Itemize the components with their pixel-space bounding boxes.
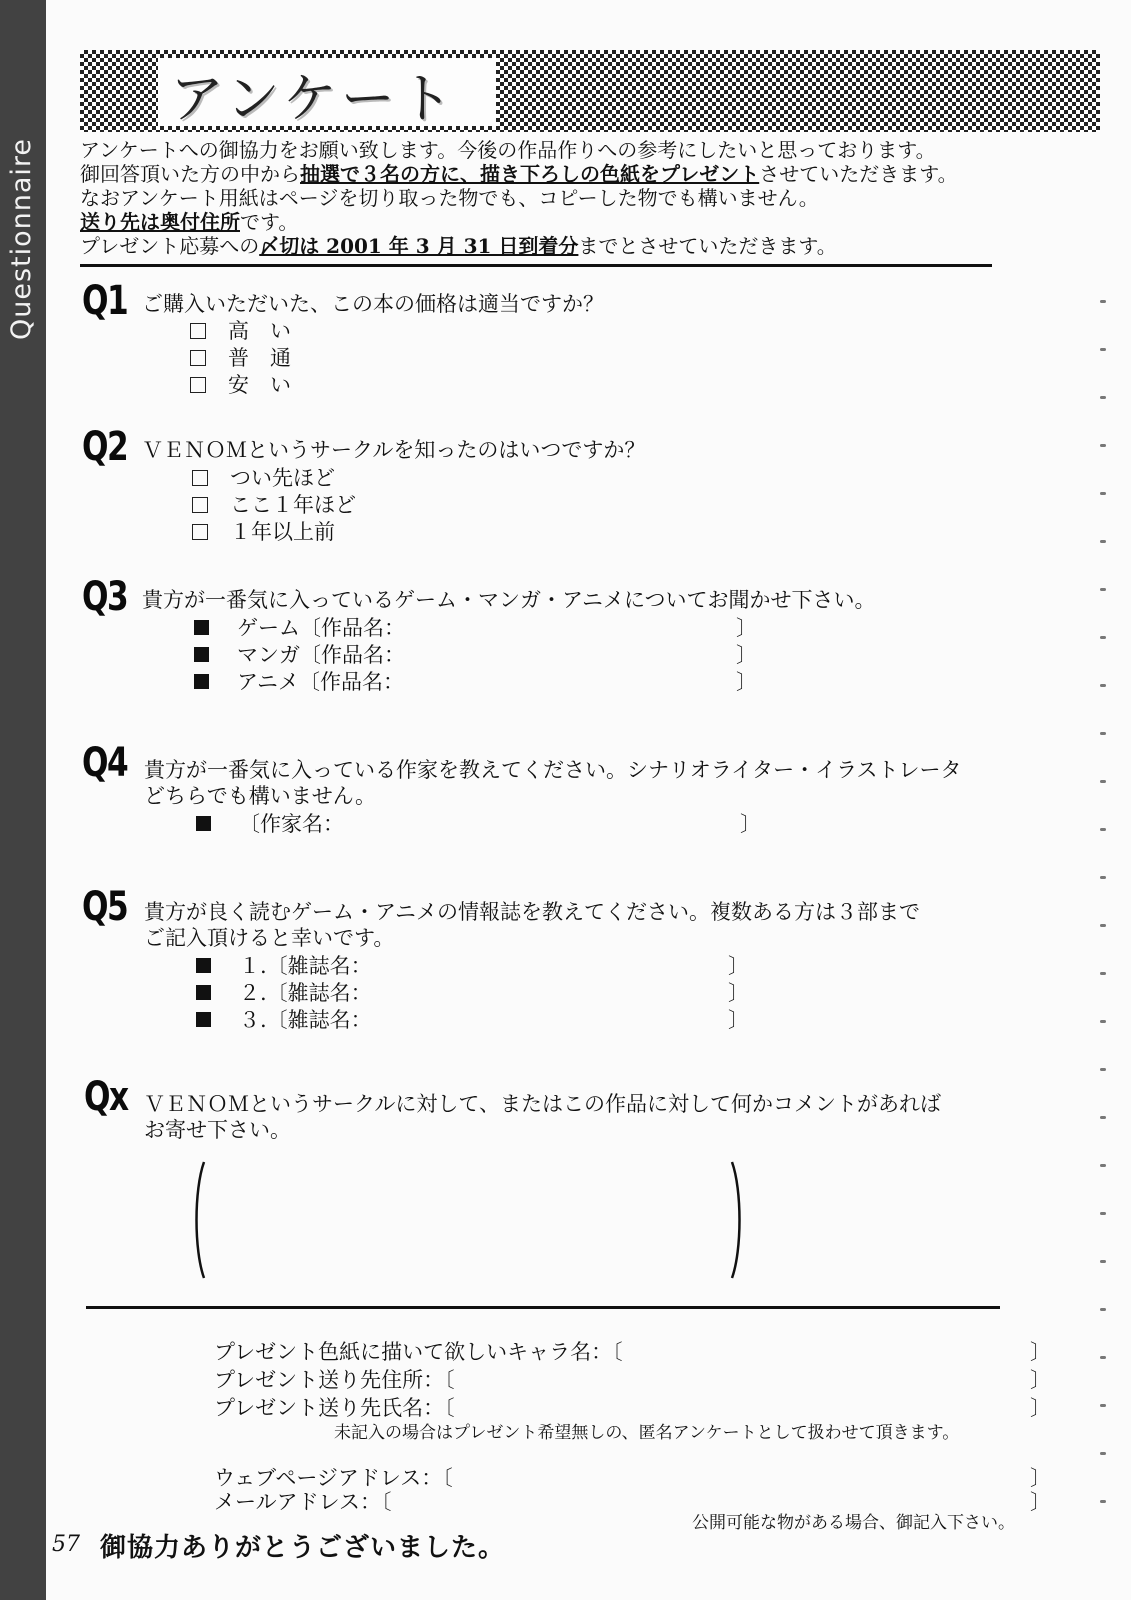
anonymous-note: 未記入の場合はプレゼント希望無しの、匿名アンケートとして扱わせて頂きます。	[334, 1423, 960, 1443]
q5-field-1[interactable]	[196, 950, 372, 980]
bullet-square-icon	[196, 1012, 211, 1027]
q3-field-anime[interactable]	[194, 666, 404, 696]
q2-option-2-label: ここ１年ほど	[230, 493, 356, 517]
intro-line-2b: 抽選で３名の方に、描き下ろしの色紙をプレゼント	[300, 162, 760, 186]
q3-number: Q3	[82, 574, 128, 620]
checkbox-icon[interactable]	[192, 497, 208, 513]
close-bracket: 〕	[1030, 1340, 1051, 1364]
divider-bottom	[86, 1306, 1000, 1309]
page-title: アンケート	[170, 67, 457, 130]
bullet-square-icon	[196, 985, 211, 1000]
q3-field-manga-label: マンガ〔作品名：	[237, 643, 405, 667]
webpage-field[interactable]: ウェブページアドレス：〔	[214, 1466, 453, 1490]
bullet-square-icon	[196, 816, 211, 831]
q5-field-2[interactable]	[196, 977, 372, 1007]
q2-number: Q2	[82, 424, 128, 470]
close-bracket: 〕	[1030, 1396, 1051, 1420]
public-note: 公開可能な物がある場合、御記入下さい。	[692, 1513, 1015, 1533]
close-bracket: 〕	[1030, 1490, 1051, 1514]
sidebar	[0, 0, 46, 1600]
q1-option-1[interactable]	[190, 315, 291, 345]
bullet-square-icon	[194, 620, 209, 635]
binding-marks	[1100, 300, 1108, 1600]
q1-text: ご購入いただいた、この本の価格は適当ですか？	[142, 292, 604, 316]
q5-number: Q5	[82, 884, 128, 930]
q1-option-3[interactable]	[190, 369, 291, 399]
intro-line-3: なおアンケート用紙はページを切り取った物でも、コピーした物でも構いません。	[80, 186, 819, 210]
chara-name-field[interactable]: プレゼント色紙に描いて欲しいキャラ名：〔	[214, 1340, 623, 1364]
q1-option-3-label: 安 い	[228, 373, 291, 397]
q5-text-1: 貴方が良く読むゲーム・アニメの情報誌を教えてください。複数ある方は３部まで	[144, 900, 920, 924]
intro-line-2c: させていただきます。	[759, 162, 958, 186]
q3-field-game-label: ゲーム〔作品名：	[237, 616, 405, 640]
q4-field-author-label: 〔作家名：	[239, 812, 344, 836]
close-bracket: 〕	[728, 1008, 749, 1032]
close-bracket: 〕	[728, 981, 749, 1005]
comment-close-paren	[726, 1160, 746, 1280]
close-bracket: 〕	[736, 616, 757, 640]
q2-option-3[interactable]	[192, 516, 335, 546]
intro-line-5b: 〆切は 2001 年 3 月 31 日到着分	[259, 234, 579, 258]
q2-option-2[interactable]	[192, 489, 356, 519]
qx-text-2: お寄せ下さい。	[144, 1118, 291, 1142]
page-number: 57	[52, 1532, 80, 1557]
intro-line-4	[80, 210, 298, 234]
close-bracket: 〕	[740, 812, 761, 836]
q2-option-1-label: つい先ほど	[230, 466, 335, 490]
name-field[interactable]: プレゼント送り先氏名：〔	[214, 1396, 455, 1420]
q4-text-1: 貴方が一番気に入っている作家を教えてください。シナリオライター・イラストレータ	[144, 758, 962, 782]
address-field[interactable]: プレゼント送り先住所：〔	[214, 1368, 455, 1392]
qx-text-1: ＶＥＮＯＭというサークルに対して、またはこの作品に対して何かコメントがあれば	[144, 1092, 941, 1116]
q3-field-game[interactable]	[194, 612, 405, 642]
checkbox-icon[interactable]	[190, 377, 206, 393]
q3-text: 貴方が一番気に入っているゲーム・マンガ・アニメについてお聞かせ下さい。	[142, 588, 876, 612]
comment-area[interactable]	[212, 1166, 720, 1274]
close-bracket: 〕	[736, 643, 757, 667]
q1-option-2[interactable]	[190, 342, 291, 372]
q4-text-2: どちらでも構いません。	[144, 784, 377, 808]
q3-field-manga[interactable]	[194, 639, 405, 669]
q4-field-author[interactable]	[196, 808, 344, 838]
close-bracket: 〕	[736, 670, 757, 694]
intro-line-4a: 送り先は奥付住所	[80, 210, 240, 234]
checkbox-icon[interactable]	[192, 524, 208, 540]
intro-line-5c: までとさせていただきます。	[578, 234, 837, 258]
q2-text: ＶＥＮＯＭというサークルを知ったのはいつですか？	[142, 438, 646, 462]
close-bracket: 〕	[728, 954, 749, 978]
q5-field-1-label: １.〔雑誌名：	[239, 954, 372, 978]
q3-field-anime-label: アニメ〔作品名：	[237, 670, 404, 694]
email-field[interactable]: メールアドレス：〔	[214, 1490, 392, 1514]
divider-top	[80, 264, 992, 267]
intro-line-2a: 御回答頂いた方の中から	[80, 162, 300, 186]
q1-option-2-label: 普 通	[228, 346, 291, 370]
intro-line-2	[80, 162, 958, 186]
bullet-square-icon	[194, 647, 209, 662]
intro-line-5	[80, 234, 837, 258]
q5-text-2: ご記入頂けると幸いです。	[144, 926, 395, 950]
checkbox-icon[interactable]	[192, 470, 208, 486]
intro-line-5a: プレゼント応募への	[80, 234, 260, 258]
sidebar-label-text: Questionnaire	[6, 137, 37, 340]
checkbox-icon[interactable]	[190, 350, 206, 366]
q5-field-2-label: ２.〔雑誌名：	[239, 981, 372, 1005]
q4-number: Q4	[82, 740, 128, 786]
checkbox-icon[interactable]	[190, 323, 206, 339]
intro-line-1: アンケートへの御協力をお願い致します。今後の作品作りへの参考にしたいと思っております。	[80, 138, 936, 162]
bullet-square-icon	[196, 958, 211, 973]
comment-open-paren	[190, 1160, 210, 1280]
intro-line-4b: です。	[240, 210, 299, 234]
close-bracket: 〕	[1030, 1466, 1051, 1490]
q2-option-1[interactable]	[192, 462, 335, 492]
q1-option-1-label: 高 い	[228, 319, 291, 343]
q1-number: Q1	[82, 278, 128, 324]
qx-number: Qx	[84, 1074, 128, 1120]
thanks-message: 御協力ありがとうございました。	[100, 1533, 506, 1563]
q2-option-3-label: １年以上前	[230, 520, 335, 544]
q5-field-3[interactable]	[196, 1004, 372, 1034]
close-bracket: 〕	[1030, 1368, 1051, 1392]
bullet-square-icon	[194, 674, 209, 689]
q5-field-3-label: ３.〔雑誌名：	[239, 1008, 372, 1032]
